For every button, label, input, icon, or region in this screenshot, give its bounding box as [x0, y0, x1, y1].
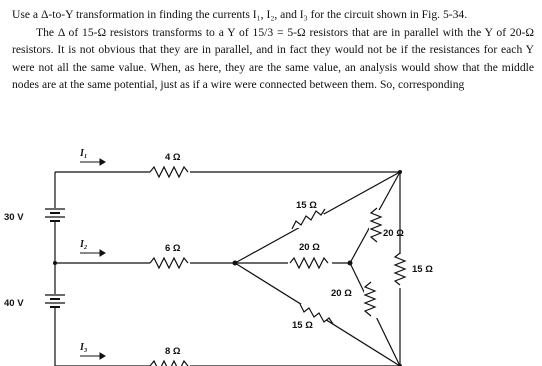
- resistor-6-ohm-label: 6 Ω: [165, 243, 181, 254]
- current-i3-label: I₃: [80, 342, 88, 353]
- resistor-20-ohm-lower-label: 20 Ω: [331, 288, 352, 299]
- resistor-15-ohm-upper-label: 15 Ω: [296, 200, 317, 211]
- current-i2-label: I₂: [80, 239, 88, 250]
- resistor-6-ohm: [150, 258, 188, 268]
- resistor-15-ohm-lower-label: 15 Ω: [292, 320, 313, 331]
- current-i1-label: I₁: [80, 148, 88, 159]
- problem-statement: Use a Δ-to-Y transformation in finding the currents I₁, I₂, and I₃ for the circuit shown in Fig. 5-34.: [12, 8, 468, 21]
- source-30v-label: 30 V: [4, 212, 24, 223]
- resistor-8-ohm-label: 8 Ω: [165, 346, 181, 357]
- source-40v-label: 40 V: [4, 298, 24, 309]
- resistor-4-ohm-label: 4 Ω: [165, 152, 181, 163]
- solution-paragraph: The Δ of 15-Ω resistors transforms to a Y of 15/3 = 5-Ω resistors that are in parallel with the Y of 20-Ω resistors. It is not obvious that they are in parallel, and in fact they would not be if the resistances for each Y were not all the same value. When, as here, they are the same value, an analysis would show that the middle nodes are at the same potential, just as if a wire were connected between them. So, corresponding: [12, 25, 534, 91]
- resistor-20-ohm-upper-label: 20 Ω: [383, 228, 404, 239]
- resistor-8-ohm: [150, 361, 188, 366]
- resistor-20-ohm-middle-label: 20 Ω: [299, 242, 320, 253]
- circuit-diagram: [0, 136, 542, 366]
- resistor-4-ohm: [150, 167, 188, 177]
- resistor-15-ohm-right-label: 15 Ω: [412, 264, 433, 275]
- problem-text: [12, 6, 534, 94]
